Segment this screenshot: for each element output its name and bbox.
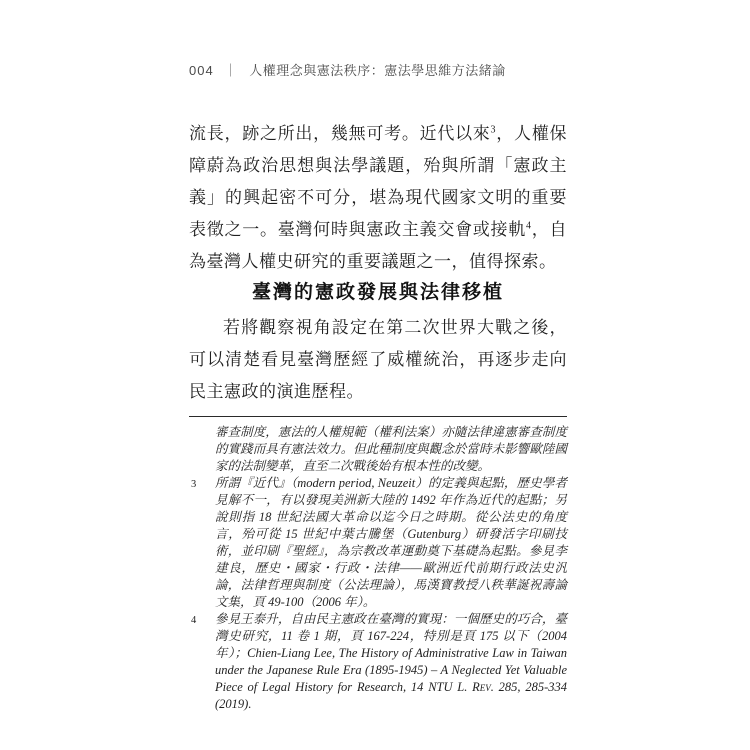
footnotes-section [189,424,567,713]
header-separator: ｜ [223,63,238,78]
footnote-text: 所謂『近代』（modern period, Neuzeit）的定義與起點，歷史學者見解不一，有以發現美洲新大陸的 1492 年作為近代的起點；另說則指 18 世紀法國大革命以迄今日之時期。從公法史的角度言，殆可從 15 世紀中葉古騰堡（Gutenburg）研發活字印刷技術，並印刷『聖經』，為宗教改革運動奠下基礎為起點。參見李建良，歷史・國家・行政・法律——歐洲近代前期行政法史汎論，法律哲理與制度（公法理論），馬漢寶教授八秩華誕祝壽論文集，頁 49-100（2006 年）。 [215,476,567,609]
footnote-text-zh: 參見王泰升，自由民主憲政在臺灣的實現：一個歷史的巧合，臺灣史研究，11 卷 1 期，頁 167-224，特別是頁 175 以下（2004 年）； [215,612,567,660]
paragraph-text: ，人權保障蔚為政治思想與法學議題，殆與所謂「憲政主義」的興起密不可分，堪為現代國家文明的重要表徵之一。臺灣何時與憲政主義交會或接軌 [189,124,567,239]
footnote-author: Chien-Liang Lee, [247,646,339,660]
footnote-ref-3: 3 [490,124,497,136]
page-content [189,0,567,713]
footnote-title-italic: The History of Administrative Law in Taiwan under the Japanese Rule Era (1895-1945) – A Neglected Yet Valuable Piece of Legal History for Research [215,646,567,694]
footnote-item-4 [189,611,567,713]
body-paragraph-2: 若將觀察視角設定在第二次世界大戰之後，可以清楚看見臺灣歷經了威權統治，再逐步走向民主憲政的演進歷程。 [189,318,567,401]
body-paragraph-1 [189,118,567,278]
footnote-citation: , 14 NTU L. Rev. 285, 285-334 (2019). [215,680,567,711]
paragraph-text: ，自為臺灣人權史研究的重要議題之一，值得探索。 [189,220,568,271]
footnote-continuation: 審查制度，憲法的人權規範（權利法案）亦隨法律違憲審查制度的實踐而具有憲法效力。但此種制度與觀念於當時未影響歐陸國家的法制變革，直至二次戰後始有根本性的改變。 [215,425,567,473]
footnote-number: 4 [191,615,197,626]
footnote-ref-4: 4 [526,220,532,232]
footnote-item-3 [189,475,567,611]
page-number: 004 [189,63,214,78]
paragraph-text: 流長，跡之所出，幾無可考。近代以來 [189,124,491,143]
footnote-separator-rule [189,416,567,417]
footnote-number: 3 [191,479,197,490]
section-heading: 臺灣的憲政發展與法律移植 [251,282,504,303]
running-title: 人權理念與憲法秩序：憲法學思維方法緒論 [249,63,506,78]
